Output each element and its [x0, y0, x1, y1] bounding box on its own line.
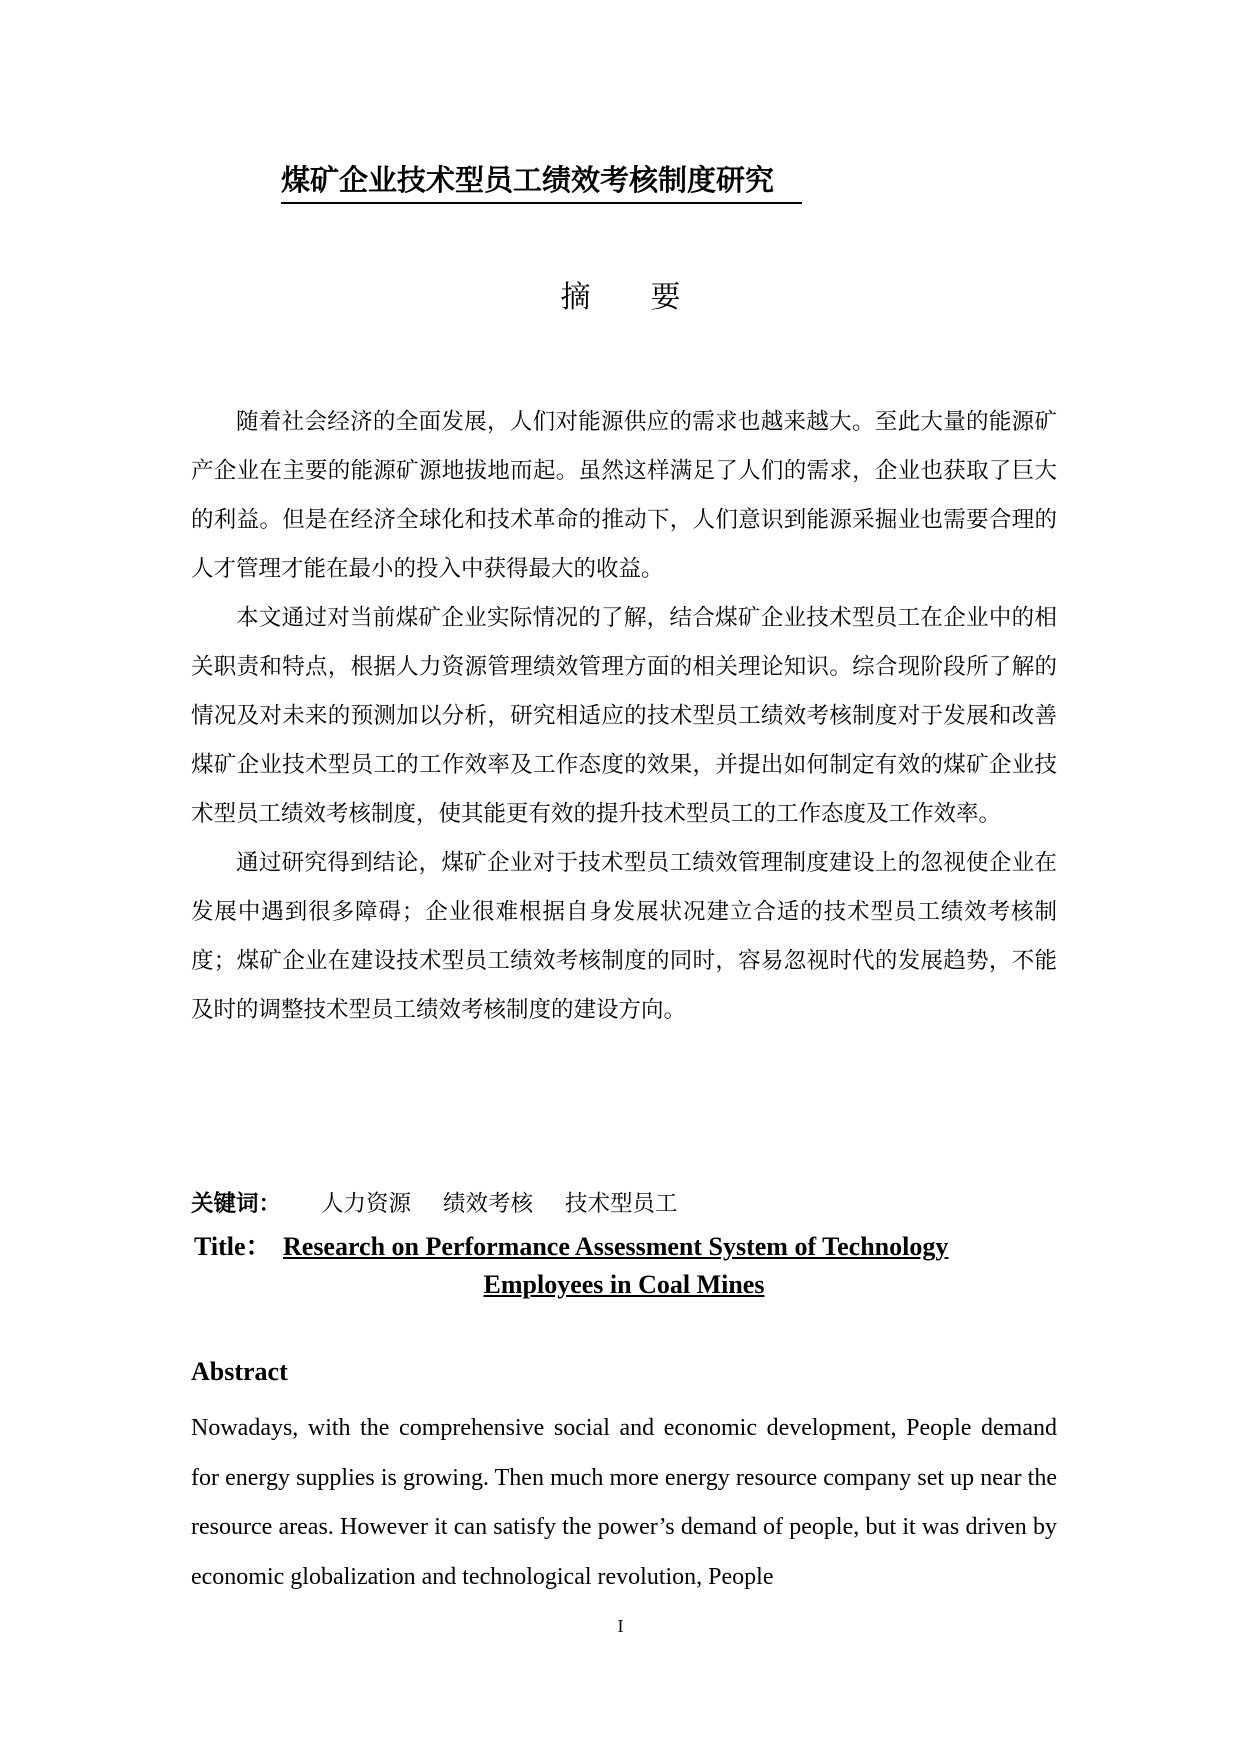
- keyword-item: 人力资源: [321, 1191, 412, 1217]
- chinese-title: 煤矿企业技术型员工绩效考核制度研究: [281, 160, 802, 204]
- chinese-paragraph-3: 通过研究得到结论，煤矿企业对于技术型员工绩效管理制度建设上的忽视使企业在发展中遇到很多障碍；企业很难根据自身发展状况建立合适的技术型员工绩效考核制度；煤矿企业在建设技术型员工绩效考核制度的同时，容易忽视时代的发展趋势，不能及时的调整技术型员工绩效考核制度的建设方向。: [191, 850, 1057, 1023]
- english-title-label: Title：: [194, 1232, 272, 1261]
- chinese-abstract-heading: 摘要: [560, 280, 741, 315]
- chinese-paragraph-1: 随着社会经济的全面发展，人们对能源供应的需求也越来越大。至此大量的能源矿产企业在主要的能源矿源地拔地而起。虽然这样满足了人们的需求，企业也获取了巨大的利益。但是在经济全球化和技术革命的推动下，人们意识到能源采掘业也需要合理的人才管理才能在最小的投入中获得最大的收益。: [191, 409, 1057, 582]
- chinese-abstract-body: [191, 398, 1057, 1035]
- english-abstract-body: [191, 1404, 1057, 1602]
- chinese-paragraph-2: 本文通过对当前煤矿企业实际情况的了解，结合煤矿企业技术型员工在企业中的相关职责和特点，根据人力资源管理绩效管理方面的相关理论知识。综合现阶段所了解的情况及对未来的预测加以分析，研究相适应的技术型员工绩效考核制度对于发展和改善煤矿企业技术型员工的工作效率及工作态度的效果，并提出如何制定有效的煤矿企业技术型员工绩效考核制度，使其能更有效的提升技术型员工的工作态度及工作效率。: [191, 605, 1057, 827]
- english-title-line-1: Research on Performance Assessment System of Technology: [283, 1232, 949, 1261]
- english-paragraph: Nowadays, with the comprehensive social and economic development, People demand for energy supplies is growing. Then much more energy resource company set up near the resource areas. However it can satisfy the power’s demand of people, but it was driven by economic globalization and technological revolution, People: [191, 1415, 1057, 1590]
- keywords-label: 关键词：: [191, 1191, 282, 1217]
- english-abstract-heading: Abstract: [191, 1357, 288, 1386]
- keywords-line: [191, 1186, 1057, 1222]
- english-title-line-2: Employees in Coal Mines: [483, 1270, 765, 1299]
- keyword-item: 绩效考核: [443, 1191, 534, 1217]
- page-number: I: [617, 1616, 624, 1636]
- keyword-item: 技术型员工: [565, 1191, 678, 1217]
